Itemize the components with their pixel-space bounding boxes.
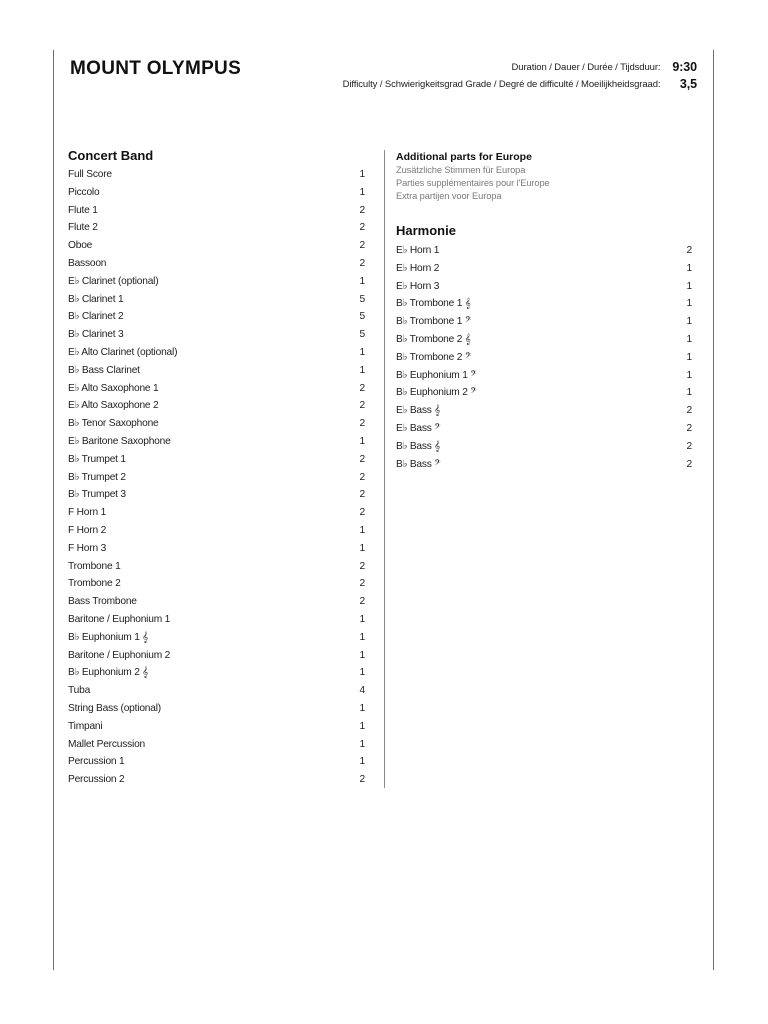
europe-section	[396, 150, 692, 473]
part-count: 2	[359, 400, 365, 412]
part-name: Trombone 2	[68, 578, 121, 590]
part-name: E♭ Horn 3	[396, 280, 440, 292]
part-row	[396, 456, 692, 474]
part-count: 1	[359, 275, 365, 287]
part-count: 2	[686, 422, 692, 434]
part-row	[68, 558, 365, 576]
part-count: 2	[359, 507, 365, 519]
part-name: Percussion 2	[68, 774, 125, 786]
part-count: 2	[686, 458, 692, 470]
difficulty-value: 3,5	[679, 77, 697, 91]
part-count: 2	[359, 382, 365, 394]
part-name: E♭ Horn 1	[396, 245, 440, 256]
part-count: 2	[359, 418, 365, 430]
part-name: F Horn 3	[68, 542, 107, 554]
part-count: 1	[686, 387, 692, 399]
part-row	[68, 522, 365, 540]
part-row	[68, 575, 365, 593]
part-name: B♭ Trumpet 2	[68, 471, 126, 483]
part-name: Bass Trombone	[68, 596, 137, 608]
part-row	[68, 433, 365, 451]
part-count: 1	[359, 542, 365, 554]
part-name: B♭ Euphonium 2 𝄢	[396, 387, 477, 399]
part-row	[396, 367, 692, 385]
part-row	[68, 202, 365, 220]
part-count: 2	[359, 596, 365, 608]
part-count: 1	[359, 169, 365, 180]
part-count: 2	[359, 774, 365, 786]
part-row	[396, 384, 692, 402]
part-count: 5	[359, 311, 365, 323]
part-name: B♭ Trombone 2 𝄞	[396, 333, 471, 345]
part-row	[68, 647, 365, 665]
part-row	[68, 344, 365, 362]
part-row	[68, 380, 365, 398]
part-row	[68, 593, 365, 611]
part-name: B♭ Euphonium 2 𝄞	[68, 667, 149, 679]
part-row	[396, 420, 692, 438]
part-count: 2	[359, 489, 365, 501]
part-row	[68, 166, 365, 184]
part-count: 1	[359, 524, 365, 536]
part-name: E♭ Horn 2	[396, 262, 440, 274]
part-count: 1	[359, 702, 365, 714]
part-count: 4	[359, 685, 365, 697]
part-row	[68, 540, 365, 558]
part-name: B♭ Bass 𝄢	[396, 458, 441, 470]
part-count: 1	[359, 435, 365, 447]
part-row	[68, 326, 365, 344]
europe-subtitle-fr: Parties supplémentaires pour l'Europe	[396, 178, 550, 188]
difficulty-line	[343, 77, 697, 91]
part-row	[68, 415, 365, 433]
duration-line	[512, 60, 697, 74]
part-row	[68, 219, 365, 237]
part-count: 2	[686, 405, 692, 417]
part-row	[68, 397, 365, 415]
part-name: Bassoon	[68, 257, 107, 269]
europe-subtitle-de: Zusätzliche Stimmen für Europa	[396, 165, 526, 175]
part-row	[68, 504, 365, 522]
part-row	[396, 438, 692, 456]
part-row	[68, 469, 365, 487]
column-divider	[384, 150, 385, 788]
part-name: B♭ Tenor Saxophone	[68, 418, 159, 430]
part-row	[68, 736, 365, 754]
part-count: 1	[359, 631, 365, 643]
part-count: 1	[686, 351, 692, 363]
part-row	[68, 451, 365, 469]
harmonie-title: Harmonie	[396, 223, 456, 238]
part-name: B♭ Trombone 2 𝄢	[396, 351, 472, 363]
part-count: 2	[359, 240, 365, 252]
part-name: B♭ Clarinet 1	[68, 293, 124, 305]
part-count: 2	[359, 453, 365, 465]
part-row	[68, 700, 365, 718]
part-name: B♭ Bass Clarinet	[68, 364, 140, 376]
concert-band-parts-list	[68, 166, 365, 789]
part-count: 1	[359, 738, 365, 750]
part-row	[68, 629, 365, 647]
part-row	[68, 682, 365, 700]
part-count: 2	[686, 245, 692, 256]
part-count: 2	[359, 471, 365, 483]
part-count: 1	[359, 346, 365, 358]
concert-band-title: Concert Band	[68, 148, 154, 163]
part-count: 1	[686, 298, 692, 310]
part-name: Timpani	[68, 720, 103, 732]
part-name: F Horn 1	[68, 507, 107, 519]
part-name: Mallet Percussion	[68, 738, 146, 750]
part-name: Flute 2	[68, 222, 98, 234]
part-name: B♭ Euphonium 1 𝄢	[396, 369, 477, 381]
part-name: B♭ Trumpet 3	[68, 489, 126, 501]
part-row	[396, 278, 692, 296]
part-name: Oboe	[68, 240, 93, 252]
part-row	[396, 331, 692, 349]
part-row	[396, 349, 692, 367]
part-count: 1	[359, 186, 365, 198]
part-count: 2	[359, 578, 365, 590]
part-row	[396, 402, 692, 420]
part-count: 1	[359, 364, 365, 376]
part-row	[68, 291, 365, 309]
part-row	[68, 611, 365, 629]
part-count: 1	[359, 756, 365, 768]
page-right-rule	[713, 50, 714, 970]
part-name: E♭ Bass 𝄢	[396, 422, 441, 434]
part-name: B♭ Trumpet 1	[68, 453, 126, 465]
part-row	[68, 308, 365, 326]
part-count: 1	[686, 316, 692, 328]
part-name: Trombone 1	[68, 560, 121, 572]
part-name: B♭ Clarinet 3	[68, 329, 124, 341]
part-count: 2	[359, 257, 365, 269]
part-name: E♭ Alto Clarinet (optional)	[68, 346, 178, 358]
part-count: 1	[359, 649, 365, 661]
part-count: 1	[686, 280, 692, 292]
difficulty-label: Difficulty / Schwierigkeitsgrad Grade / Degré de difficulté / Moeilijkheidsgraad:	[342, 79, 661, 90]
part-row	[68, 255, 365, 273]
part-name: F Horn 2	[68, 524, 107, 536]
part-name: E♭ Clarinet (optional)	[68, 275, 159, 287]
part-name: E♭ Alto Saxophone 1	[68, 382, 159, 394]
harmonie-parts-list	[396, 242, 692, 473]
part-count: 1	[359, 720, 365, 732]
part-row	[68, 184, 365, 202]
part-count: 2	[359, 204, 365, 216]
part-count: 5	[359, 293, 365, 305]
part-name: E♭ Bass 𝄞	[396, 405, 441, 417]
part-name: Percussion 1	[68, 756, 125, 768]
concert-band-section	[68, 147, 365, 789]
part-name: B♭ Trombone 1 𝄞	[396, 298, 471, 310]
part-name: Baritone / Euphonium 2	[68, 649, 171, 661]
part-name: B♭ Euphonium 1 𝄞	[68, 631, 149, 643]
part-row	[68, 664, 365, 682]
part-row	[68, 362, 365, 380]
part-name: E♭ Alto Saxophone 2	[68, 400, 159, 412]
part-count: 2	[359, 560, 365, 572]
part-name: B♭ Bass 𝄞	[396, 440, 441, 452]
europe-title: Additional parts for Europe	[396, 151, 532, 163]
part-row	[396, 313, 692, 331]
part-count: 2	[359, 222, 365, 234]
part-row	[68, 486, 365, 504]
part-count: 1	[686, 333, 692, 345]
part-count: 2	[686, 440, 692, 452]
page-left-rule	[53, 50, 54, 970]
part-name: Piccolo	[68, 186, 100, 198]
part-count: 1	[686, 262, 692, 274]
duration-value: 9:30	[672, 60, 697, 74]
part-row	[68, 273, 365, 291]
part-name: Full Score	[68, 169, 112, 180]
piece-title: MOUNT OLYMPUS	[70, 58, 242, 79]
part-row	[68, 753, 365, 771]
part-row	[68, 718, 365, 736]
part-row	[68, 771, 365, 789]
part-name: B♭ Trombone 1 𝄢	[396, 316, 472, 328]
part-row	[68, 237, 365, 255]
part-name: Tuba	[68, 685, 91, 697]
part-name: String Bass (optional)	[68, 702, 161, 714]
part-name: B♭ Clarinet 2	[68, 311, 124, 323]
part-row	[396, 295, 692, 313]
part-count: 1	[686, 369, 692, 381]
part-count: 1	[359, 613, 365, 625]
part-name: E♭ Baritone Saxophone	[68, 435, 171, 447]
part-name: Baritone / Euphonium 1	[68, 613, 171, 625]
part-row	[396, 242, 692, 260]
part-count: 1	[359, 667, 365, 679]
part-name: Flute 1	[68, 204, 98, 216]
europe-subtitle-nl: Extra partijen voor Europa	[396, 191, 502, 201]
duration-label: Duration / Dauer / Durée / Tijdsduur:	[511, 62, 661, 73]
part-count: 5	[359, 329, 365, 341]
part-row	[396, 260, 692, 278]
